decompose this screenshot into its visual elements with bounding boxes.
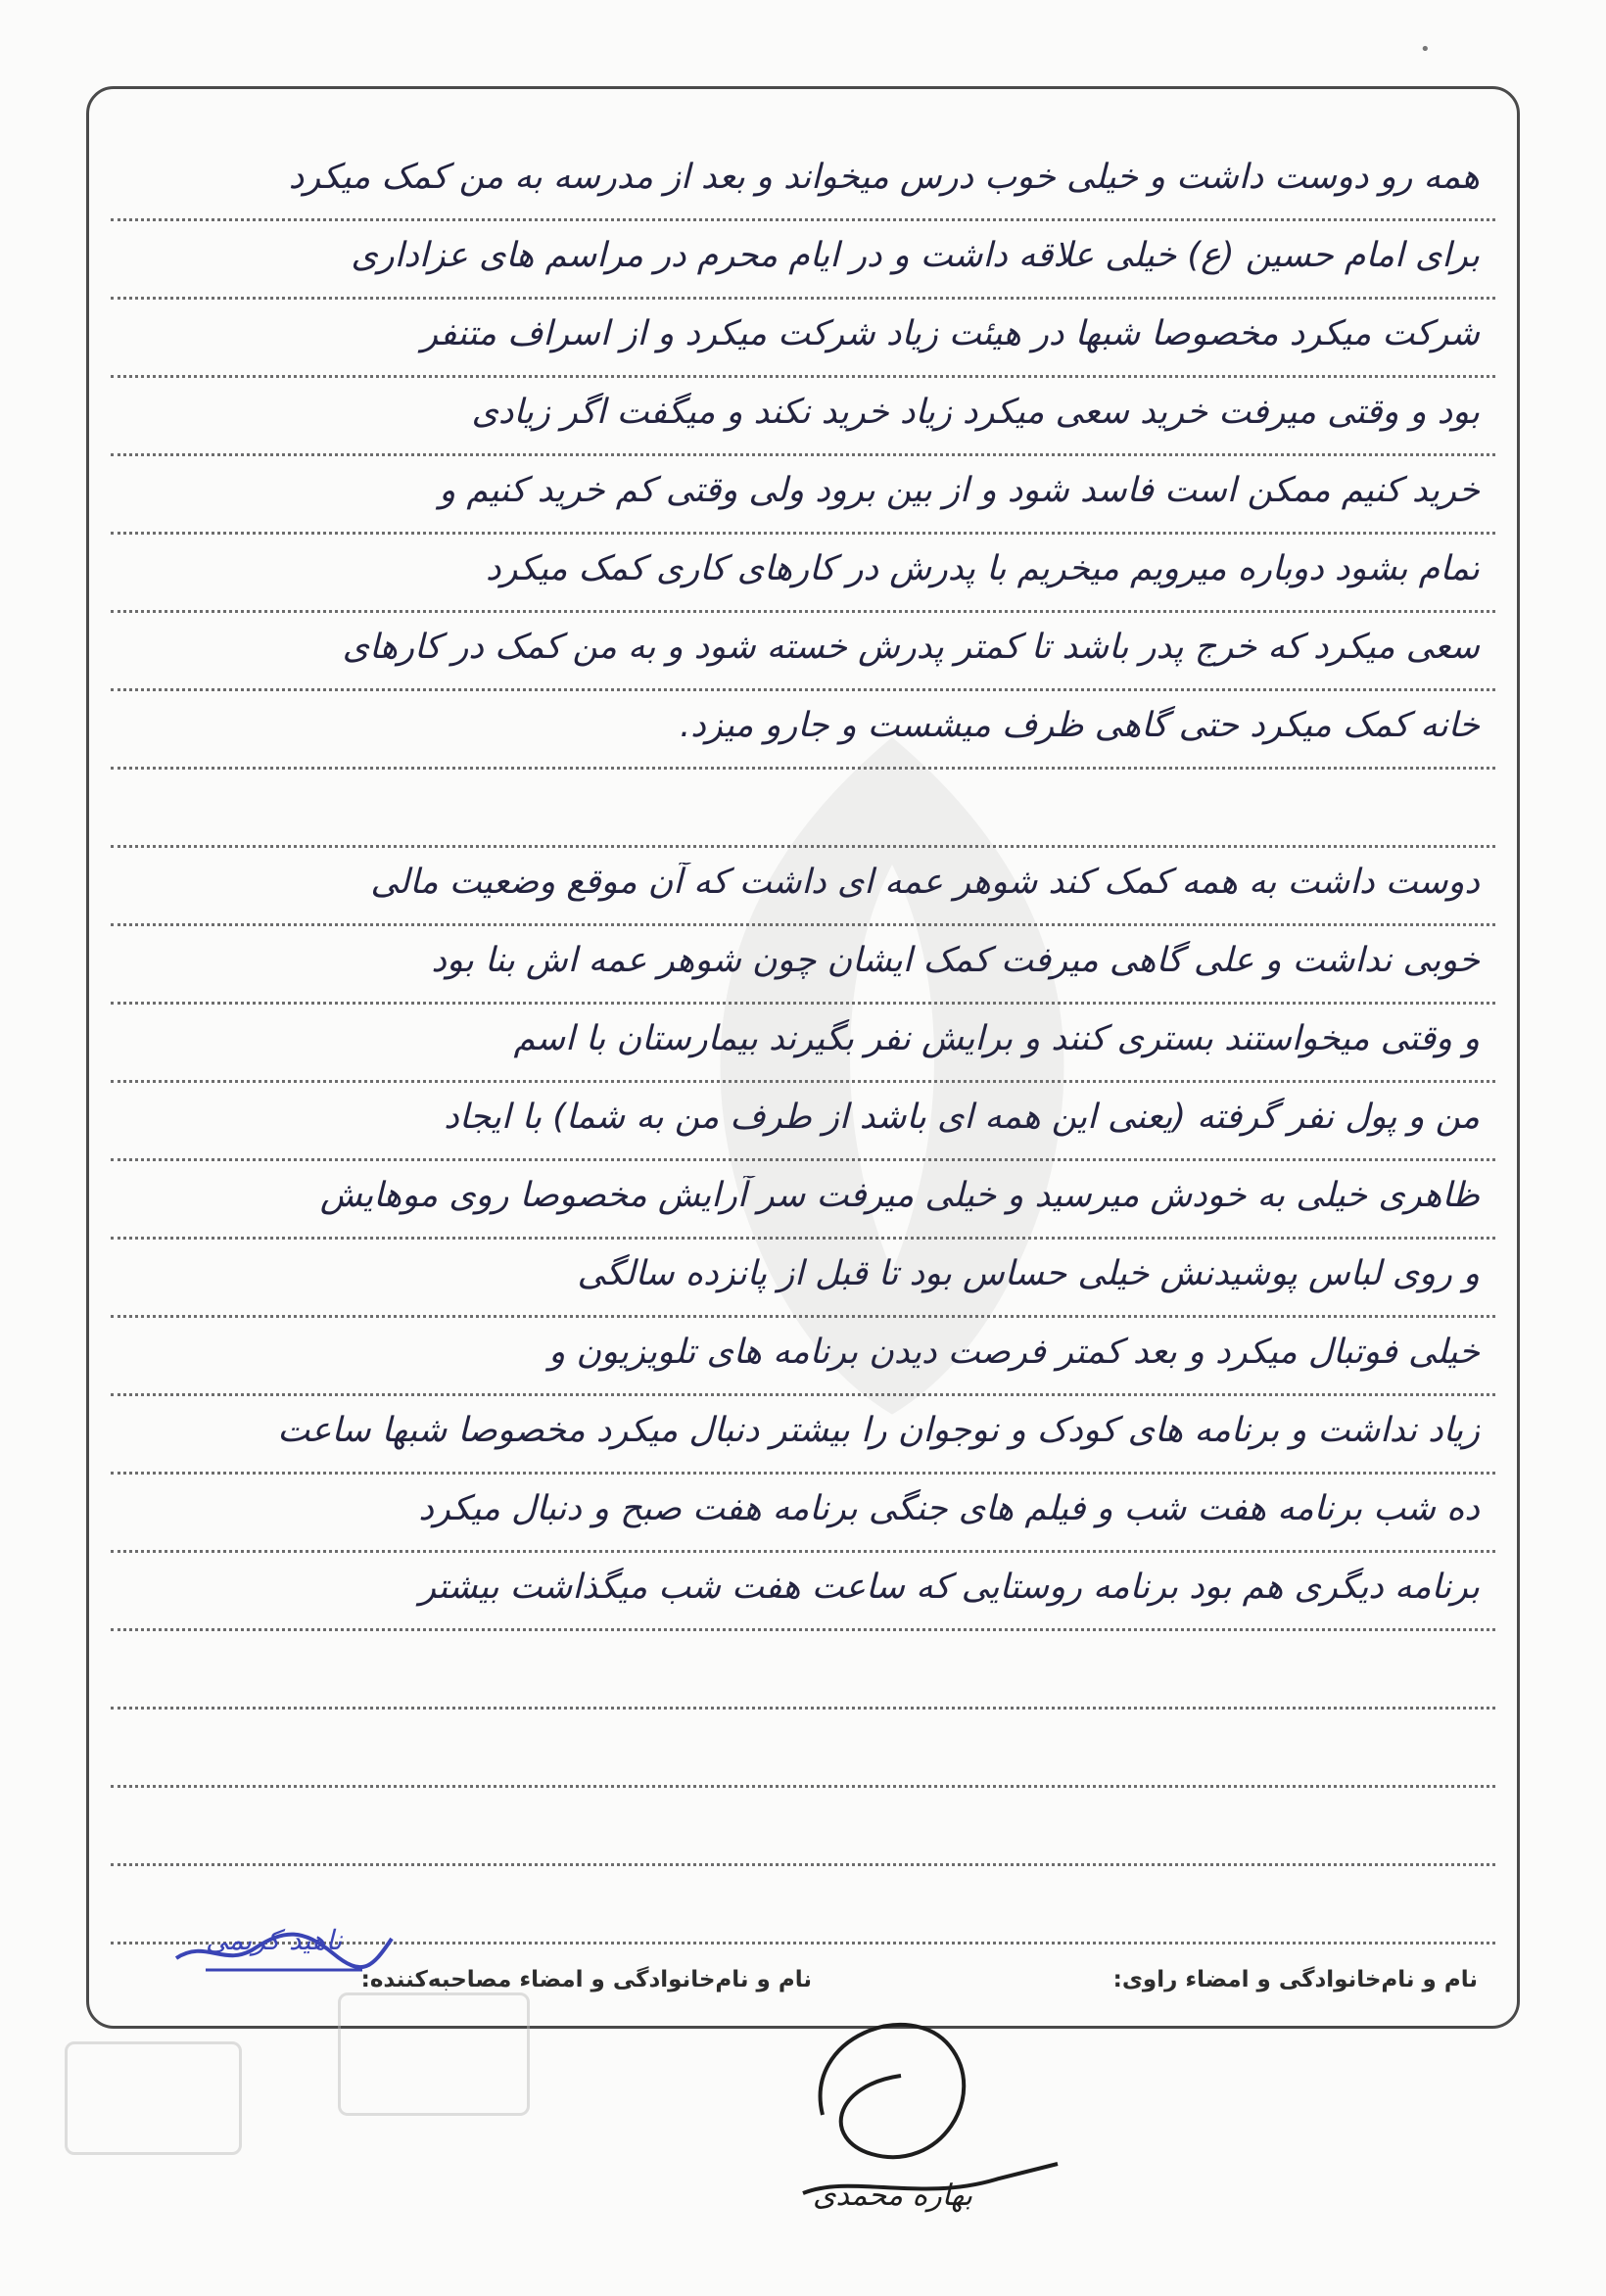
handwritten-line: من و پول نفر گرفته (یعنی این همه ای باشد از طرف من به شما) با ایجاد: [444, 1098, 1480, 1137]
narrator-signature: ناهید کریمی: [206, 1924, 343, 1956]
interviewer-signature-label: نام و نام‌خانوادگی و امضاء مصاحبه‌کننده:: [360, 1967, 812, 1992]
document-frame: [86, 86, 1520, 2029]
handwritten-line: خرید کنیم ممکن است فاسد شود و از بین برود ولی وقتی کم خرید کنیم و: [439, 471, 1480, 510]
handwritten-line: دوست داشت به همه کمک کند شوهر عمه ای داشت که آن موقع وضعیت مالی: [370, 863, 1480, 902]
faded-stamp: [65, 2041, 242, 2155]
handwritten-line: برای امام حسین (ع) خیلی علاقه داشت و در ایام محرم در مراسم های عزاداری: [351, 236, 1480, 275]
interviewer-name: بهاره محمدی: [813, 2179, 973, 2213]
handwritten-line: و روی لباس پوشیدنش خیلی حساس بود تا قبل از پانزده سالگی: [577, 1254, 1480, 1293]
dotted-rule: [111, 1863, 1495, 1866]
dotted-rule: [111, 845, 1495, 848]
handwritten-line: ظاهری خیلی به خودش میرسید و خیلی میرفت سر آرایش مخصوصا روی موهایش: [319, 1176, 1480, 1215]
handwritten-line: همه رو دوست داشت و خیلی خوب درس میخواند و بعد از مدرسه به من کمک میکرد: [288, 158, 1480, 197]
handwritten-line: و وقتی میخواستند بستری کنند و برایش نفر بگیرند بیمارستان با اسم: [513, 1019, 1480, 1058]
dotted-rule: [111, 1785, 1495, 1788]
handwritten-line: تمام بشود دوباره میرویم میخریم با پدرش در کارهای کاری کمک میکرد: [485, 549, 1480, 588]
handwritten-line: ده شب برنامه هفت شب و فیلم های جنگی برنامه هفت صبح و دنبال میکرد: [418, 1489, 1480, 1528]
handwritten-line: برنامه دیگری هم بود برنامه روستایی که ساعت هفت شب میگذاشت بیشتر: [419, 1568, 1480, 1607]
narrator-signature-label: نام و نام‌خانوادگی و امضاء راوی:: [1112, 1967, 1478, 1992]
handwritten-line: سعی میکرد که خرج پدر باشد تا کمتر پدرش خسته شود و به من کمک در کارهای: [342, 628, 1480, 667]
handwritten-line: شرکت میکرد مخصوصا شبها در هیئت زیاد شرکت میکرد و از اسراف متنفر: [421, 314, 1480, 353]
handwritten-line: زیاد نداشت و برنامه های کودک و نوجوان را بیشتر دنبال میکرد مخصوصا شبها ساعت: [277, 1411, 1480, 1450]
handwritten-line: خانه کمک میکرد حتی گاهی ظرف میشست و جارو میزد.: [680, 706, 1480, 745]
handwritten-line: بود و وقتی میرفت خرید سعی میکرد زیاد خرید نکند و میگفت اگر زیادی: [471, 393, 1480, 432]
handwritten-line: خوبی نداشت و علی گاهی میرفت کمک ایشان چون شوهر عمه اش بنا بود: [431, 941, 1480, 980]
dotted-rule: [111, 1707, 1495, 1710]
corner-mark: •: [1420, 39, 1431, 60]
faded-stamp: [338, 1992, 530, 2116]
text-lines: [89, 89, 1517, 2026]
handwritten-line: خیلی فوتبال میکرد و بعد کمتر فرصت دیدن برنامه های تلویزیون و: [548, 1333, 1480, 1372]
